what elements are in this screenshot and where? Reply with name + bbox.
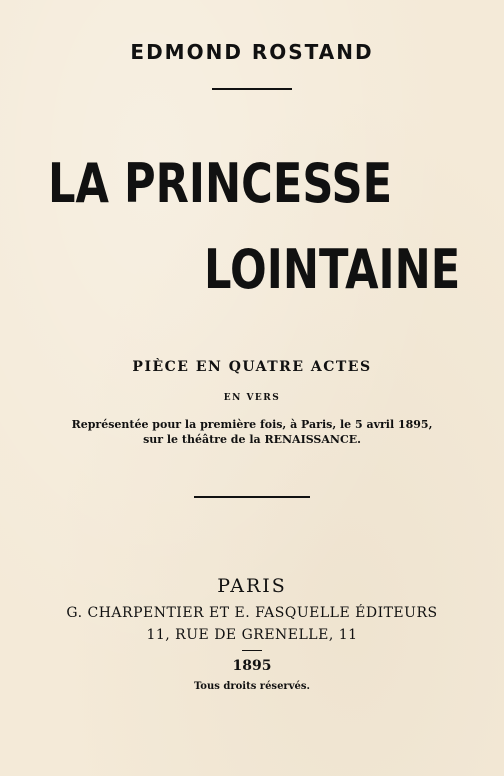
imprint-city: PARIS: [217, 575, 287, 597]
imprint-publisher: G. CHARPENTIER ET E. FASQUELLE ÉDITEURS: [66, 605, 438, 621]
subtitle: PIÈCE EN QUATRE ACTES: [132, 359, 372, 375]
rights-notice: Tous droits réservés.: [194, 681, 310, 692]
small-divider: [242, 650, 262, 651]
verse-note: EN VERS: [223, 393, 281, 403]
middle-divider: [194, 496, 310, 498]
title-line-1: LA PRINCESSE: [48, 152, 393, 215]
top-divider: [212, 88, 292, 90]
imprint-year: 1895: [232, 658, 272, 674]
performance-line-2: sur le théâtre de la RENAISSANCE.: [143, 433, 361, 446]
imprint-address: 11, RUE DE GRENELLE, 11: [146, 627, 358, 643]
author-name: EDMOND ROSTAND: [130, 40, 374, 64]
title-line-2: LOINTAINE: [203, 238, 460, 301]
performance-line-1: Représentée pour la première fois, à Paris, le 5 avril 1895,: [71, 418, 433, 431]
